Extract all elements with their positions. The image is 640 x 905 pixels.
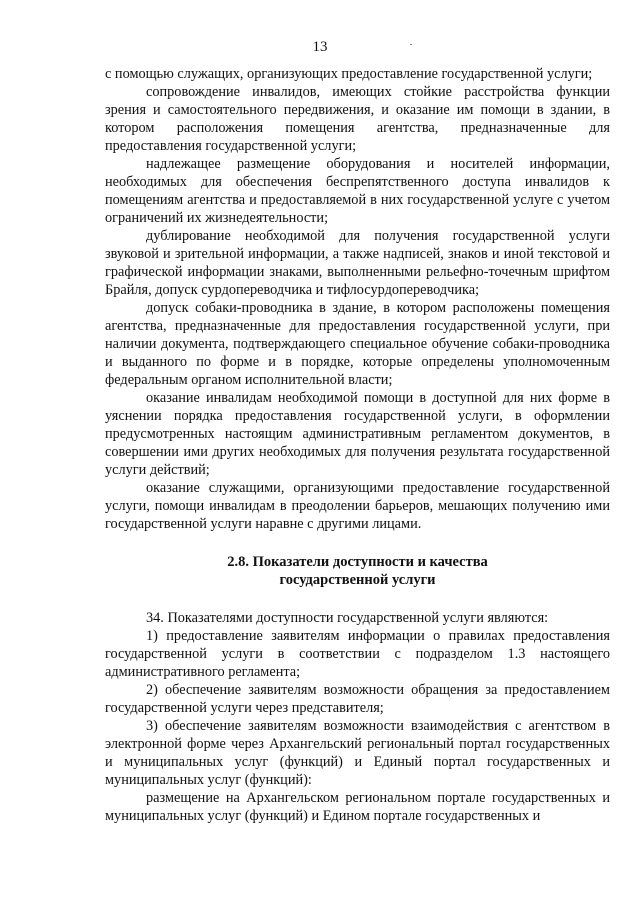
paragraph: сопровождение инвалидов, имеющих стойкие расстройства функции зрения и самостоятельного передвижения, и оказание им помощи в здании, в котором расположения помещения агентства, предназначенные для предоставления государственной услуги; [105, 84, 610, 154]
paragraph: оказание служащими, организующими предоставление государственной услуги, помощи инвалидам в преодолении барьеров, мешающих получению ими государственной услуги наравне с другими лицами. [105, 480, 610, 532]
section-heading [105, 553, 610, 589]
paragraph: оказание инвалидам необходимой помощи в доступной для них форме в уяснении порядка предоставления государственной услуги, в оформлении предусмотренных настоящим административным регламентом документов, в совершении ими других необходимых для получения результата государственной услуги действий; [105, 390, 610, 478]
section-heading-line-1: 2.8. Показатели доступности и качества [227, 554, 488, 570]
paragraph: 34. Показателями доступности государственной услуги являются: [146, 610, 549, 626]
paragraph: надлежащее размещение оборудования и носителей информации, необходимых для обеспечения беспрепятственного доступа инвалидов к помещениям агентства и предоставляемой в них государственной услуге с учетом ограничений их жизнедеятельности; [105, 156, 610, 226]
paragraphs-before-heading [105, 65, 610, 533]
paragraph: 1) предоставление заявителям информации о правилах предоставления государственной услуги в соответствии с подразделом 1.3 настоящего административного регламента; [105, 628, 610, 680]
paragraph: размещение на Архангельском региональном портале государственных и муниципальных услуг (функций) и Едином портале государственных и [105, 790, 610, 824]
paragraph: 2) обеспечение заявителям возможности обращения за предоставлением государственной услуги через представителя; [105, 682, 610, 716]
document-body [105, 65, 610, 825]
paragraph: допуск собаки-проводника в здание, в котором расположены помещения агентства, предназначенные для предоставления государственной услуги, при наличии документа, подтверждающего специальное обучение собаки-проводника и выданного по форме и в порядке, которые определены уполномоченным федеральным органом исполнительной власти; [105, 300, 610, 388]
paragraphs-after-heading [105, 609, 610, 825]
paragraph: дублирование необходимой для получения государственной услуги звуковой и зрительной информации, а также надписей, знаков и иной текстовой и графической информации знаками, выполненными рельефно-точечным шрифтом Брайля, допуск сурдопереводчика и тифлосурдопереводчика; [105, 228, 610, 298]
scan-speck [410, 44, 412, 45]
paragraph: с помощью служащих, организующих предоставление государственной услуги; [105, 66, 593, 82]
paragraph: 3) обеспечение заявителям возможности взаимодействия с агентством в электронной форме через Архангельский региональный портал государственных и муниципальных услуг (функций) и Единый портал государственных и муниципальных услуг (функций): [105, 718, 610, 788]
section-heading-line-2: государственной услуги [279, 572, 436, 588]
page-number: 13 [312, 39, 328, 55]
